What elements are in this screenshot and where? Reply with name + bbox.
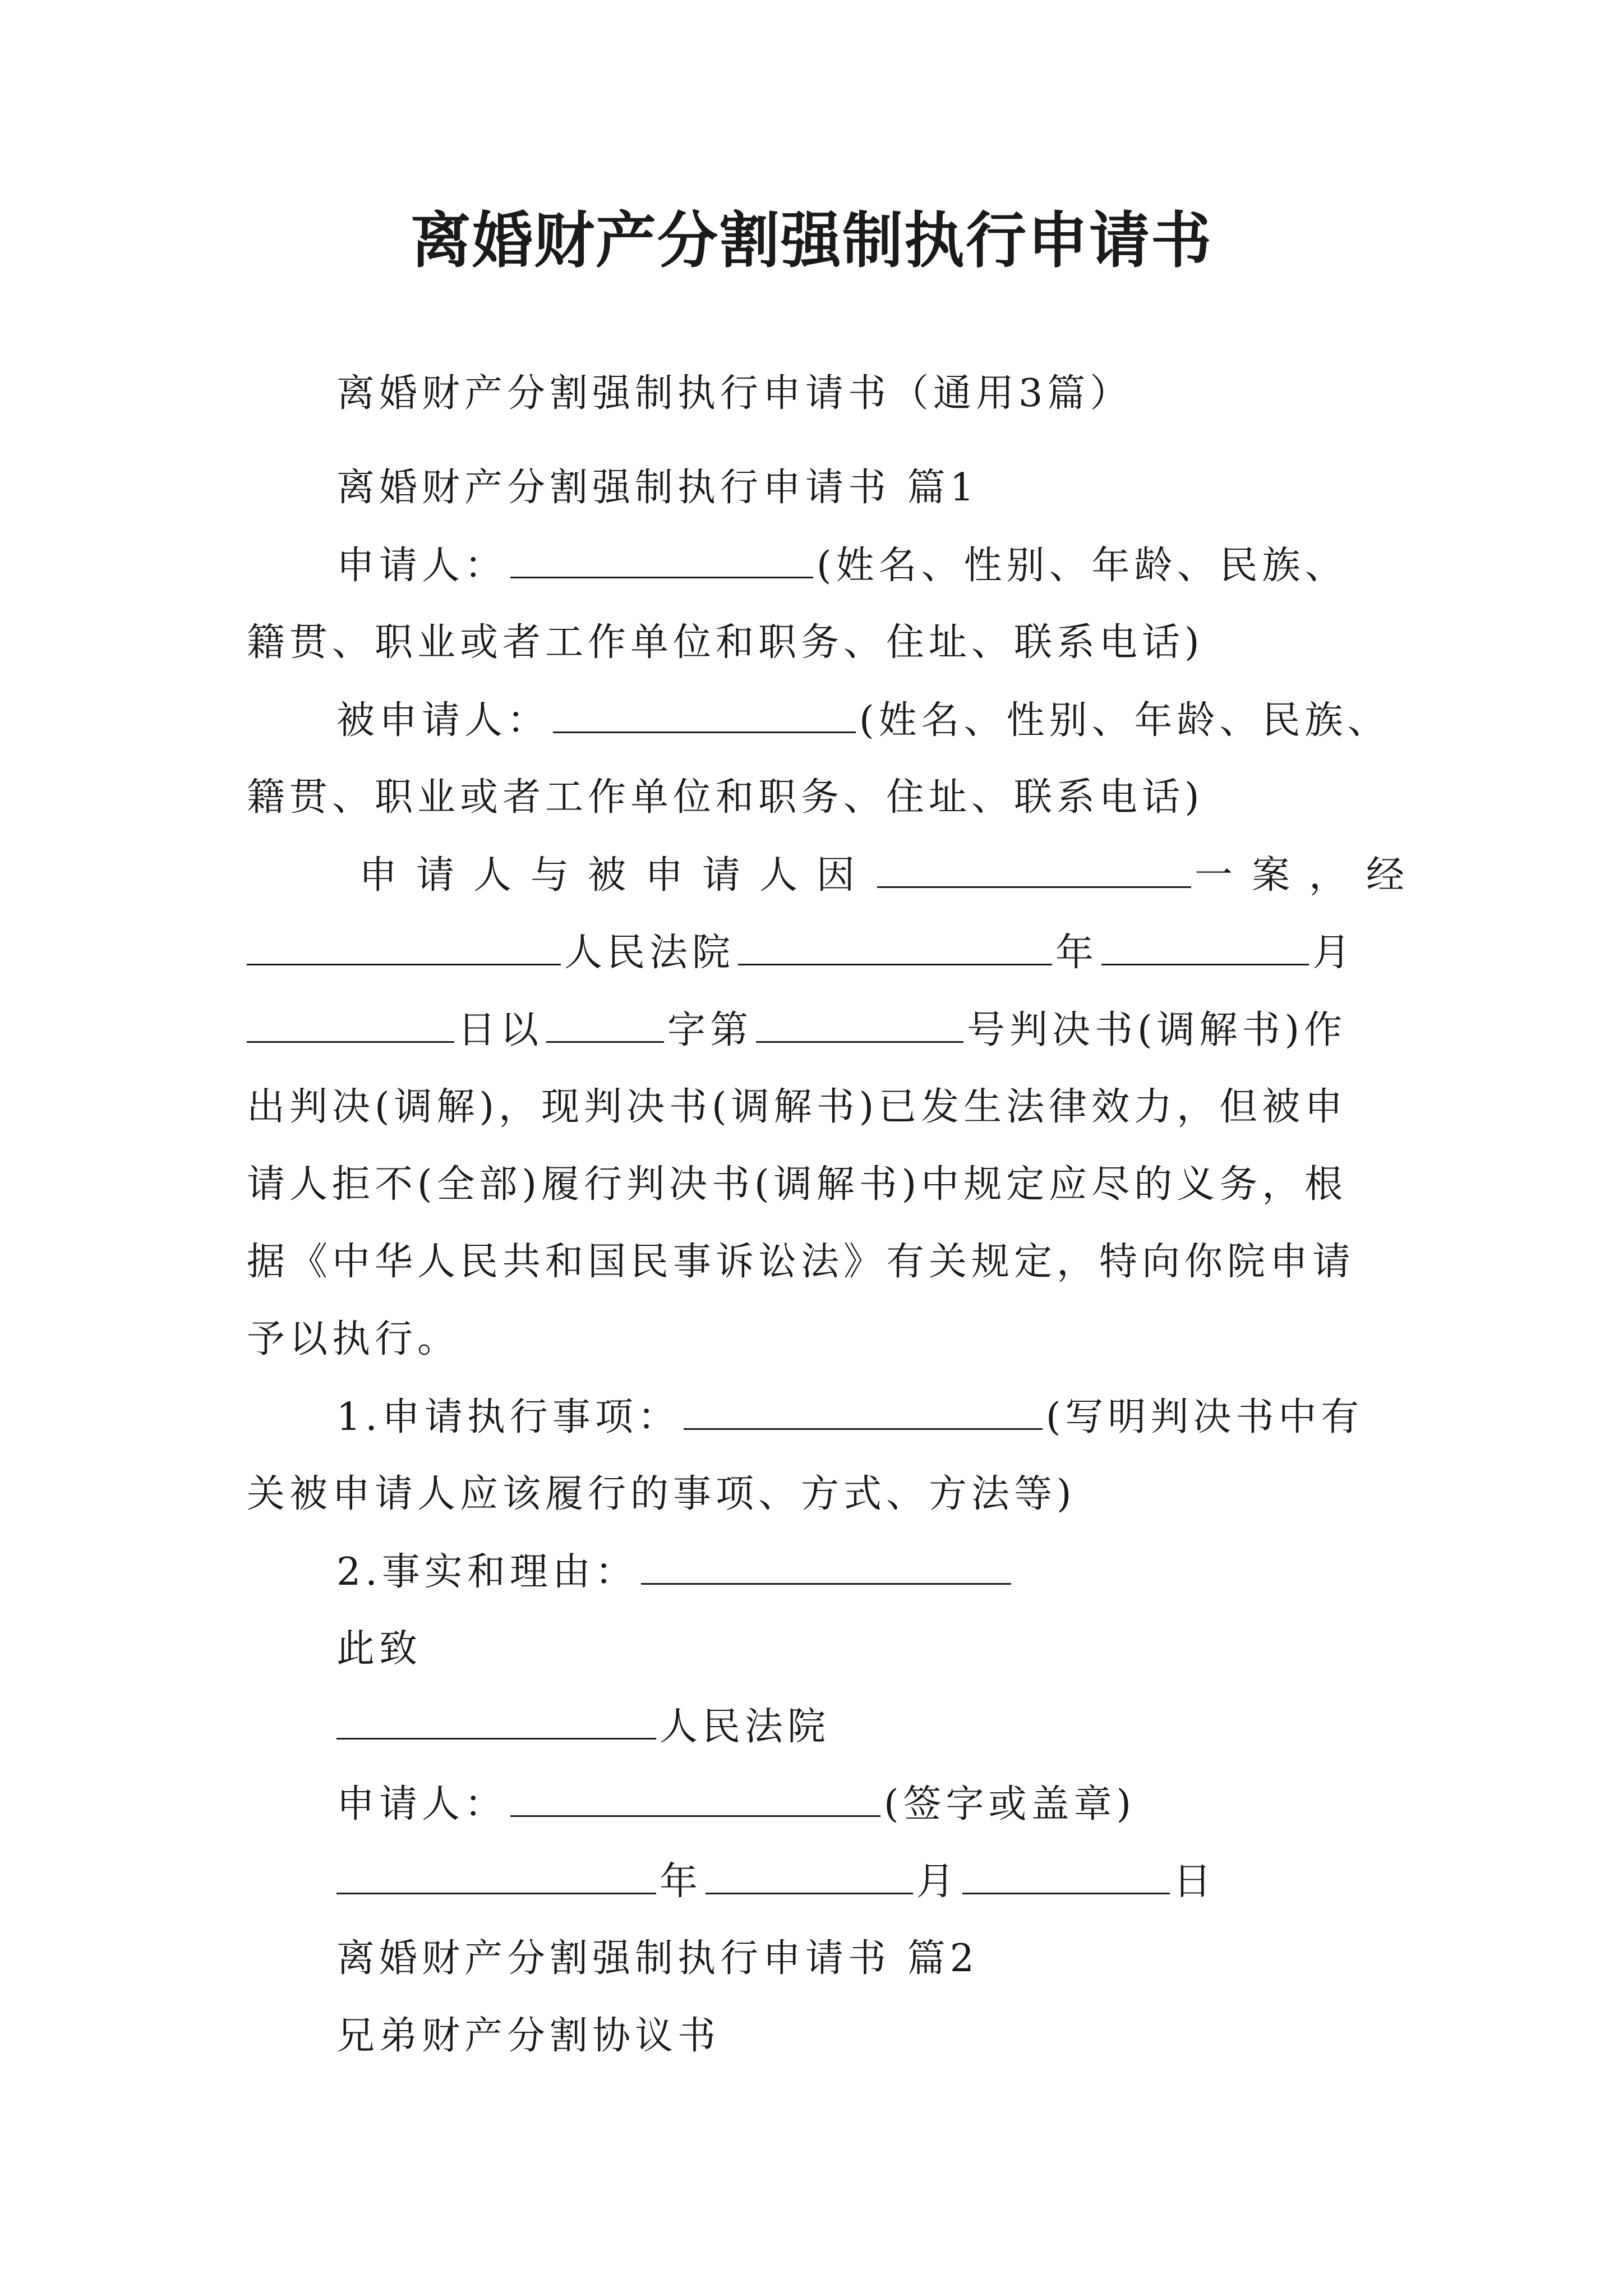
body-l1-b: 一案，经 [1195,853,1424,898]
closing-court-blank [336,1699,656,1740]
respondent-line [336,692,1390,749]
item1-label: 1.申请执行事项： [336,1395,680,1439]
body-l3-b: 字第 [667,1008,753,1052]
section2-heading: 离婚财产分割强制执行申请书 篇2 [336,1936,979,1981]
applicant-note-a: (姓名、性别、年龄、民族、 [817,544,1348,588]
closing-court-line [336,1699,830,1755]
applicant-blank [510,537,813,578]
number-blank [756,1002,963,1043]
item1-blank [684,1389,1043,1430]
closing-greeting: 此致 [336,1627,422,1671]
respondent-note-a: (姓名、性别、年龄、民族、 [859,698,1390,743]
closing-applicant-note: (签字或盖章) [884,1782,1136,1826]
closing-year-blank [336,1853,656,1894]
year-blank [738,924,1052,965]
day-blank [247,1002,454,1043]
respondent-blank [553,692,856,733]
item1-line [336,1389,1363,1446]
applicant-line [336,537,1348,594]
closing-date-line [336,1853,1216,1910]
applicant-note-b: 籍贯、职业或者工作单位和职务、住址、联系电话) [247,620,1204,665]
item2-blank [641,1544,1011,1585]
body-line-1 [359,847,1423,904]
section1-heading: 离婚财产分割强制执行申请书 篇1 [336,466,979,510]
signature-blank [510,1776,880,1817]
item1-note-a: (写明判决书中有 [1045,1395,1364,1439]
court-blank [247,924,561,965]
closing-applicant-label: 申请人： [336,1782,508,1826]
body-l1-a: 申请人与被申请人因 [359,853,874,898]
body-line-2 [247,924,1355,981]
respondent-note-b: 籍贯、职业或者工作单位和职务、住址、联系电话) [247,775,1204,820]
body-l3-c: 号判决书(调解书)作 [967,1008,1347,1052]
body-line-7: 予以执行。 [247,1317,460,1361]
closing-day: 日 [1173,1860,1216,1904]
respondent-label: 被申请人： [336,698,550,743]
body-line-5: 请人拒不(全部)履行判决书(调解书)中规定应尽的义务，根 [247,1162,1348,1207]
closing-applicant-line [336,1776,1136,1833]
body-l2-c: 月 [1312,931,1355,975]
body-l3-a: 日以 [458,1008,543,1052]
body-line-4: 出判决(调解)，现判决书(调解书)已发生法律效力，但被申 [247,1085,1348,1129]
applicant-label: 申请人： [336,544,508,588]
body-line-6: 据《中华人民共和国民事诉讼法》有关规定，特向你院申请 [247,1240,1355,1284]
closing-day-blank [962,1853,1170,1894]
item2-line [336,1544,1015,1600]
closing-month: 月 [916,1860,960,1904]
month-blank [1101,924,1309,965]
case-blank [877,847,1191,888]
word-blank [546,1002,664,1043]
document-title: 离婚财产分割强制执行申请书 [410,206,1212,276]
item2-label: 2.事实和理由： [336,1550,638,1594]
closing-court: 人民法院 [660,1705,831,1749]
body-l2-b: 年 [1055,931,1099,975]
closing-month-blank [706,1853,913,1894]
closing-year: 年 [660,1860,703,1904]
section2-title: 兄弟财产分割协议书 [336,2014,721,2058]
item1-note-b: 关被申请人应该履行的事项、方式、方法等) [247,1472,1076,1516]
document-subtitle: 离婚财产分割强制执行申请书（通用3篇） [336,371,1133,416]
body-l2-a: 人民法院 [564,931,735,975]
body-line-3 [247,1002,1347,1059]
